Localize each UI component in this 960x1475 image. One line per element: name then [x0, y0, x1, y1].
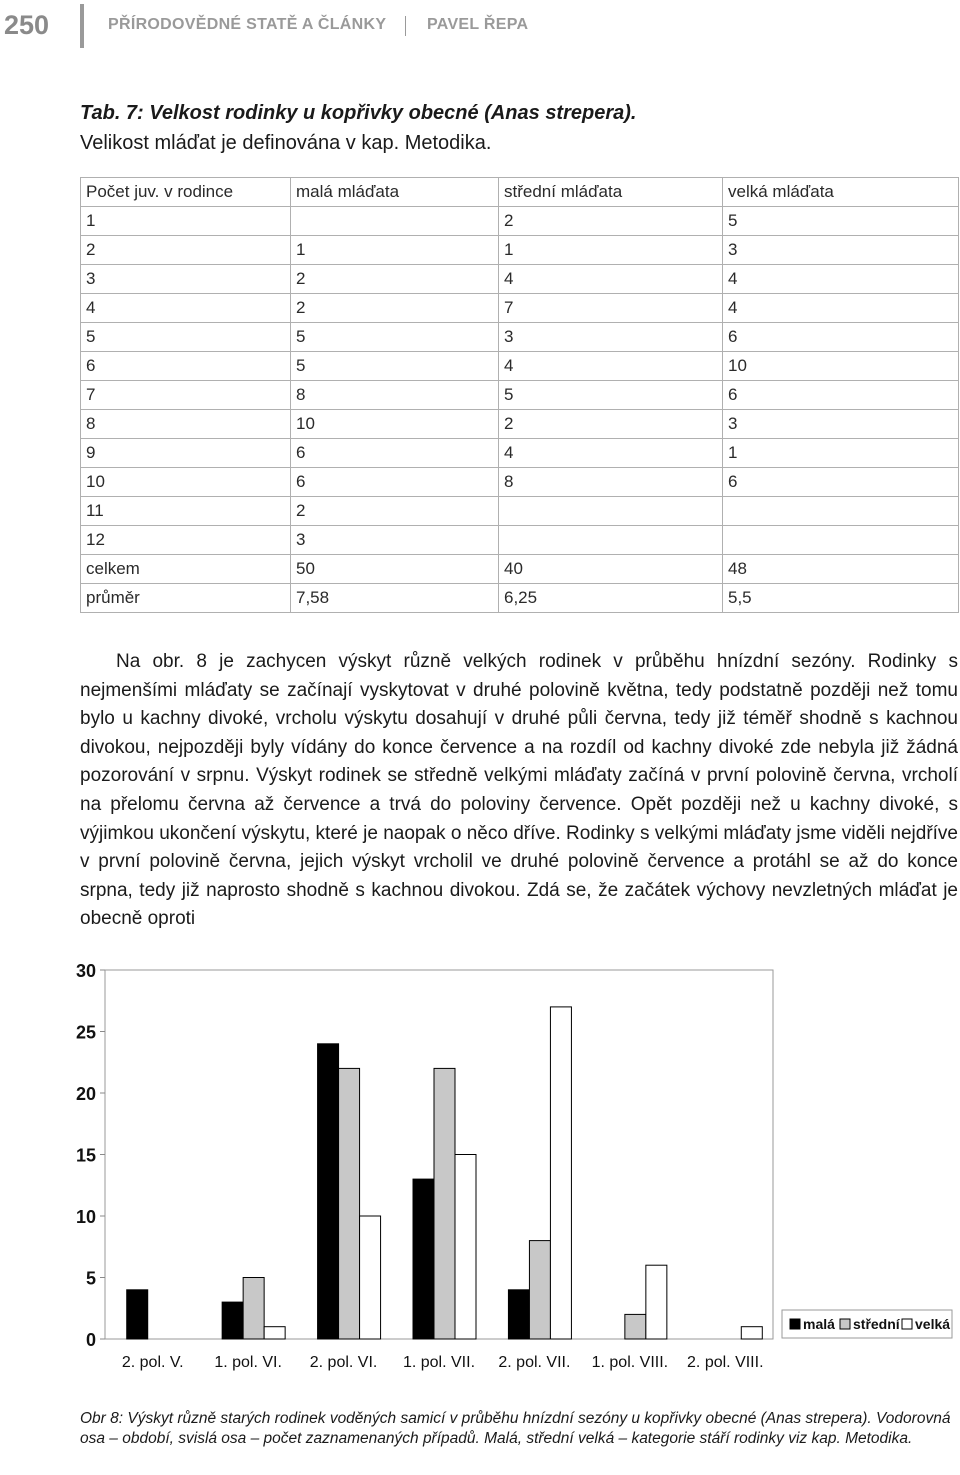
- table-header-cell: střední mláďata: [499, 178, 723, 207]
- table-row: [81, 323, 959, 352]
- bar-malá-3: [318, 1044, 339, 1339]
- family-size-table: [80, 177, 959, 613]
- table-cell: 10: [723, 352, 959, 381]
- x-tick-label: 1. pol. VII.: [402, 1354, 476, 1371]
- author-name: PAVEL ŘEPA: [427, 16, 529, 33]
- x-tick-label: 2. pol. VII.: [498, 1354, 571, 1371]
- table-cell: 1: [81, 207, 291, 236]
- table-cell: [499, 526, 723, 555]
- table-caption: [80, 98, 636, 158]
- bar-velká-7: [741, 1327, 762, 1339]
- x-tick-label: 1. pol. VI.: [214, 1354, 282, 1371]
- table-cell: 8: [291, 381, 499, 410]
- table-row: [81, 236, 959, 265]
- table-cell: 6: [291, 439, 499, 468]
- table-cell: průměr: [81, 584, 291, 613]
- table-cell: 10: [81, 468, 291, 497]
- table-cell: 6: [81, 352, 291, 381]
- page-number: 250: [4, 10, 50, 40]
- bar-střední-6: [625, 1314, 646, 1339]
- table-row: [81, 468, 959, 497]
- table-cell: [499, 497, 723, 526]
- section-title: PŘÍRODOVĚDNÉ STATĚ A ČLÁNKY: [108, 16, 387, 33]
- table-row: [81, 207, 959, 236]
- y-tick-label: 0: [85, 1330, 96, 1350]
- table-cell: 2: [291, 294, 499, 323]
- table-cell: 12: [81, 526, 291, 555]
- table-cell: [723, 497, 959, 526]
- table-cell: 5: [723, 207, 959, 236]
- table-cell: 5,5: [723, 584, 959, 613]
- bar-velká-2: [264, 1327, 285, 1339]
- table-row: [81, 294, 959, 323]
- table-cell: [723, 526, 959, 555]
- table-cell: 5: [499, 381, 723, 410]
- table-cell: 4: [499, 439, 723, 468]
- table-row: [81, 352, 959, 381]
- table-cell: 2: [291, 497, 499, 526]
- table-cell: 7,58: [291, 584, 499, 613]
- table-cell: 9: [81, 439, 291, 468]
- table-cell: 6: [723, 381, 959, 410]
- body-paragraph-text: Na obr. 8 je zachycen výskyt různě velkých rodinek v průběhu hnízdní sezóny. Rodinky s nejmenšími mláďaty se začínají vyskytovat v druhé polovině května, tedy podstatně později než tomu bylo u kachny divoké, vrcholu výskytu dosahují v druhé půli června, tedy již téměř shodně s kachnou divokou, nejpozději byly vídány do konce července a na rozdíl od kachny divoké zde nebyla již žádná pozorování v srpnu. Výskyt rodinek se středně velkými mláďaty začíná v první polovině června, vrcholí na přelomu června až července a trvá do poloviny července. Opět později než u kachny divoké, s výjimkou ukončení výskytu, které je naopak o něco dříve. Rodinky s velkými mláďaty jsme viděli nejdříve v první polovině června, jejich výskyt vrcholil ve druhé polovině července a protáhl se až do konce srpna, tedy již naprosto shodně s kachnou divokou. Zdá se, že začátek výchovy nevzletných mláďat je obecně oproti: [80, 651, 958, 930]
- body-paragraph: [80, 648, 958, 934]
- table-cell: 5: [291, 323, 499, 352]
- table-cell: 4: [499, 265, 723, 294]
- bar-velká-4: [455, 1155, 476, 1340]
- x-tick-label: 2. pol. VIII.: [687, 1354, 764, 1371]
- chart-legend: [782, 1310, 952, 1338]
- table-cell: 2: [81, 236, 291, 265]
- table-row: [81, 265, 959, 294]
- table-cell: 5: [81, 323, 291, 352]
- table-cell: 40: [499, 555, 723, 584]
- bar-malá-2: [222, 1302, 243, 1339]
- table-cell: 3: [499, 323, 723, 352]
- table-cell: 1: [291, 236, 499, 265]
- table-cell: 3: [723, 410, 959, 439]
- bar-střední-4: [434, 1068, 455, 1339]
- table-cell: 8: [81, 410, 291, 439]
- table-cell: 50: [291, 555, 499, 584]
- header-separator: [405, 16, 406, 36]
- table-cell: 2: [499, 207, 723, 236]
- table-cell: 6: [291, 468, 499, 497]
- table-row: [81, 526, 959, 555]
- table-cell: 5: [291, 352, 499, 381]
- bar-střední-2: [243, 1278, 264, 1340]
- table-cell: 11: [81, 497, 291, 526]
- legend-swatch-velká: [902, 1319, 912, 1329]
- y-tick-label: 15: [75, 1145, 96, 1166]
- x-tick-label: 2. pol. V.: [121, 1354, 184, 1371]
- bar-střední-5: [529, 1241, 550, 1339]
- table-header-cell: velká mláďata: [723, 178, 959, 207]
- table-cell: 2: [291, 265, 499, 294]
- table-cell: 4: [723, 294, 959, 323]
- table-body: [81, 207, 959, 613]
- legend-label: velká: [915, 1316, 951, 1332]
- bar-střední-3: [339, 1068, 360, 1339]
- table-cell: 6,25: [499, 584, 723, 613]
- bar-malá-4: [413, 1179, 434, 1339]
- table-cell: 7: [81, 381, 291, 410]
- table-row: [81, 410, 959, 439]
- table-header-cell: malá mláďata: [291, 178, 499, 207]
- y-tick-label: 10: [75, 1207, 96, 1227]
- y-tick-label: 30: [75, 961, 96, 981]
- table-row: [81, 497, 959, 526]
- bar-velká-5: [550, 1007, 571, 1339]
- bar-velká-3: [360, 1216, 381, 1339]
- table-header-row: [81, 178, 959, 207]
- table-row: [81, 584, 959, 613]
- figure-caption: Obr 8: Výskyt různě starých rodinek voděných samicí v průběhu hnízdní sezóny u kopřivky obecné (Anas strepera). Vodorovná osa – období, svislá osa – počet zaznamenaných případů. Malá, střední velká – kategorie stáří rodinky viz kap. Metodika.: [80, 1410, 951, 1447]
- table-row: [81, 381, 959, 410]
- bar-chart: [60, 950, 960, 1385]
- table-cell: 1: [723, 439, 959, 468]
- table-cell: 8: [499, 468, 723, 497]
- table-row: [81, 439, 959, 468]
- y-tick-label: 25: [75, 1022, 96, 1043]
- table-cell: 7: [499, 294, 723, 323]
- table-cell: 10: [291, 410, 499, 439]
- legend-label: malá: [803, 1316, 835, 1332]
- chart-x-axis: [122, 1354, 764, 1371]
- table-cell: 1: [499, 236, 723, 265]
- header-divider: [80, 4, 84, 48]
- x-tick-label: 2. pol. VI.: [309, 1354, 378, 1371]
- table-cell: celkem: [81, 555, 291, 584]
- legend-swatch-malá: [790, 1319, 800, 1329]
- table-cell: 48: [723, 555, 959, 584]
- table-cell: 6: [723, 468, 959, 497]
- table-cell: 4: [499, 352, 723, 381]
- table-cell: 3: [723, 236, 959, 265]
- table-cell: 4: [723, 265, 959, 294]
- legend-swatch-střední: [840, 1319, 850, 1329]
- table-caption-title: Tab. 7: Velkost rodinky u kopřivky obecné (Anas strepera).: [80, 102, 637, 124]
- x-tick-label: 1. pol. VIII.: [591, 1354, 669, 1371]
- table-cell: 6: [723, 323, 959, 352]
- y-tick-label: 20: [75, 1084, 96, 1104]
- table-cell: 4: [81, 294, 291, 323]
- legend-label: střední: [853, 1316, 900, 1332]
- table-header-cell: Počet juv. v rodince: [81, 178, 291, 207]
- bar-malá-5: [508, 1290, 529, 1339]
- table-cell: 2: [499, 410, 723, 439]
- table-cell: 3: [291, 526, 499, 555]
- table-row: [81, 555, 959, 584]
- table-cell: [291, 207, 499, 236]
- table-caption-subtitle: Velikost mláďat je definována v kap. Metodika.: [80, 132, 492, 154]
- bar-malá-1: [127, 1290, 148, 1339]
- table-cell: 3: [81, 265, 291, 294]
- chart-y-axis: [76, 961, 105, 1350]
- bar-velká-6: [646, 1265, 667, 1339]
- y-tick-label: 5: [85, 1268, 96, 1289]
